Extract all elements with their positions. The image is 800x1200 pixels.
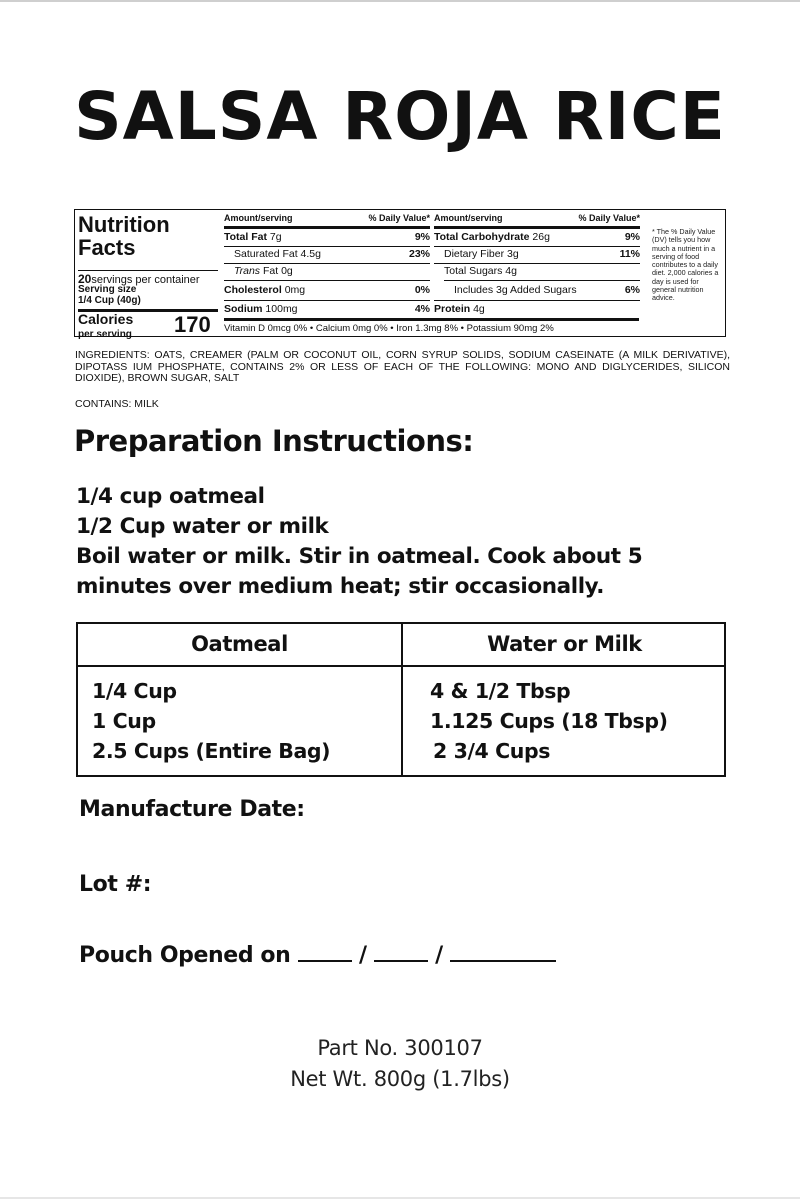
- prep-title: Preparation Instructions:: [74, 424, 474, 458]
- ratio-oatmeal-column: [92, 676, 330, 766]
- net-weight: Net Wt. 800g (1.7lbs): [290, 1067, 510, 1091]
- nutrient-name: Protein: [434, 303, 471, 315]
- header-rule: [224, 226, 430, 229]
- nutrient-row: [224, 247, 430, 262]
- nutrient-row: [224, 264, 430, 279]
- calories-sub: per serving: [78, 329, 132, 340]
- nutrition-facts-panel: [74, 209, 726, 340]
- ratio-header-water: Water or Milk: [487, 632, 642, 656]
- nutrient-amount: 100mg: [265, 303, 298, 315]
- nutrient-name: Dietary Fiber: [444, 248, 505, 260]
- nutrient-amount: Fat 0g: [262, 265, 293, 277]
- blank-year: [450, 942, 556, 962]
- servings-count: 20: [78, 272, 92, 286]
- nutrient-pct: 9%: [624, 231, 640, 243]
- nutrient-name: Trans: [234, 265, 261, 277]
- nutrient-pct: 23%: [408, 248, 430, 260]
- ratio-table: [76, 622, 726, 777]
- calories-value: 170: [174, 312, 211, 337]
- nutrient-pct: 9%: [414, 231, 430, 243]
- nutrient-amount: 4.5g: [300, 248, 321, 260]
- row-rule: [444, 280, 640, 281]
- nutrient-name: Sodium: [224, 303, 263, 315]
- nutrient-amount: 7g: [269, 231, 282, 243]
- nutrient-row: [434, 247, 640, 262]
- nutrient-name: Total Fat: [224, 231, 267, 243]
- nutrient-row: [434, 264, 640, 279]
- nutrient-pct: 11%: [619, 248, 640, 260]
- nutrient-pct: 4%: [414, 303, 430, 315]
- nutrient-amount: 26g: [532, 231, 550, 243]
- vitamins-line: Vitamin D 0mcg 0% • Calcium 0mg 0% • Iron 1.3mg 8% • Potassium 90mg 2%: [224, 323, 554, 334]
- ratio-water-column: [430, 676, 668, 766]
- serving-size-label: Serving size: [78, 284, 137, 295]
- row-rule: [434, 300, 640, 301]
- date-slash: /: [358, 943, 367, 968]
- dv-header: % Daily Value*: [578, 213, 640, 223]
- ratio-cell: 1.125 Cups (18 Tbsp): [430, 709, 668, 733]
- nutrient-row: [434, 230, 640, 245]
- prep-line: minutes over medium heat; stir occasionally.: [76, 574, 605, 599]
- lot-label: Lot #:: [79, 872, 152, 897]
- nutrition-heading-line1: Nutrition: [78, 212, 170, 237]
- nutrients-column-right: [434, 213, 640, 323]
- dv-header: % Daily Value*: [368, 213, 430, 223]
- ratio-header-oatmeal: Oatmeal: [191, 632, 288, 656]
- ingredients: INGREDIENTS: OATS, CREAMER (PALM OR COCONUT OIL, CORN SYRUP SOLIDS, SODIUM CASEINATE (A MILK DERIVATIVE), DIPOTASS IUM PHOSPHATE, CONTAINS 2% OR LESS OF EACH OF THE FOLLOWING: MONO AND DIGLYCERIDES, SILICON DIOXIDE), BROWN SUGAR, SALT: [75, 349, 730, 385]
- servings-text: servings per container: [91, 274, 200, 286]
- manufacture-date-label: Manufacture Date:: [79, 797, 305, 822]
- ratio-cell: 1 Cup: [92, 709, 156, 733]
- nutrient-amount: 4g: [505, 265, 517, 277]
- nutrient-name: Includes 3g Added Sugars: [454, 284, 577, 296]
- blank-day: [374, 942, 428, 962]
- prep-line: 1/2 Cup water or milk: [76, 514, 329, 539]
- calories-label: [78, 313, 133, 341]
- nutrient-row: [224, 302, 430, 317]
- product-title: SALSA ROJA RICE: [74, 78, 726, 155]
- nutrient-name: Total Sugars: [444, 265, 503, 277]
- allergen-contains: CONTAINS: MILK: [75, 398, 159, 410]
- ratio-header-rule: [78, 665, 724, 667]
- nutrient-amount: 4g: [473, 303, 485, 315]
- nutrient-name: Total Carbohydrate: [434, 231, 530, 243]
- ratio-cell: 2 3/4 Cups: [433, 739, 551, 763]
- daily-value-footnote: * The % Daily Value (DV) tells you how much a nutrient in a serving of food contributes to a daily diet. 2,000 calories a day is used for general nutrition advice.: [652, 227, 719, 303]
- column-header-right: [434, 213, 640, 224]
- row-rule: [224, 300, 430, 301]
- nutrient-row: [224, 230, 430, 245]
- ratio-cell: 4 & 1/2 Tbsp: [430, 679, 571, 703]
- blank-month: [298, 942, 352, 962]
- amount-header: Amount/serving: [434, 213, 503, 223]
- serving-size-value: 1/4 Cup (40g): [78, 295, 141, 306]
- prep-instructions: [76, 482, 642, 602]
- prep-line: 1/4 cup oatmeal: [76, 484, 265, 509]
- pouch-opened-label: Pouch Opened on: [79, 943, 291, 968]
- row-rule: [224, 280, 430, 281]
- ratio-cell: 1/4 Cup: [92, 679, 177, 703]
- nutrient-amount: 0mg: [284, 284, 306, 296]
- nutrient-name: Cholesterol: [224, 284, 282, 296]
- top-border: [0, 0, 800, 2]
- amount-header: Amount/serving: [224, 213, 293, 223]
- calories-label-text: Calories: [78, 311, 134, 327]
- column-header-left: [224, 213, 430, 224]
- nutrient-pct: 0%: [414, 284, 430, 296]
- ratio-cell: 2.5 Cups (Entire Bag): [92, 739, 331, 763]
- bottom-border: [0, 1197, 800, 1199]
- nutrients-column-left: [224, 213, 430, 323]
- pouch-opened-line: [79, 942, 556, 968]
- prep-line: Boil water or milk. Stir in oatmeal. Cook about 5: [76, 544, 643, 569]
- header-rule: [434, 226, 640, 229]
- part-number: Part No. 300107: [317, 1036, 483, 1060]
- nutrient-row: [224, 283, 430, 298]
- nutrient-amount: 3g: [507, 248, 519, 260]
- vitamins-rule: [224, 318, 639, 321]
- nutrition-facts-summary: [78, 212, 218, 340]
- date-slash: /: [435, 943, 443, 968]
- nutrition-heading-line2: Facts: [78, 235, 136, 260]
- nutrient-row: [434, 283, 640, 298]
- nutrient-name: Saturated Fat: [234, 248, 298, 260]
- nutrient-pct: 6%: [624, 284, 640, 296]
- nutrient-row: [434, 302, 640, 317]
